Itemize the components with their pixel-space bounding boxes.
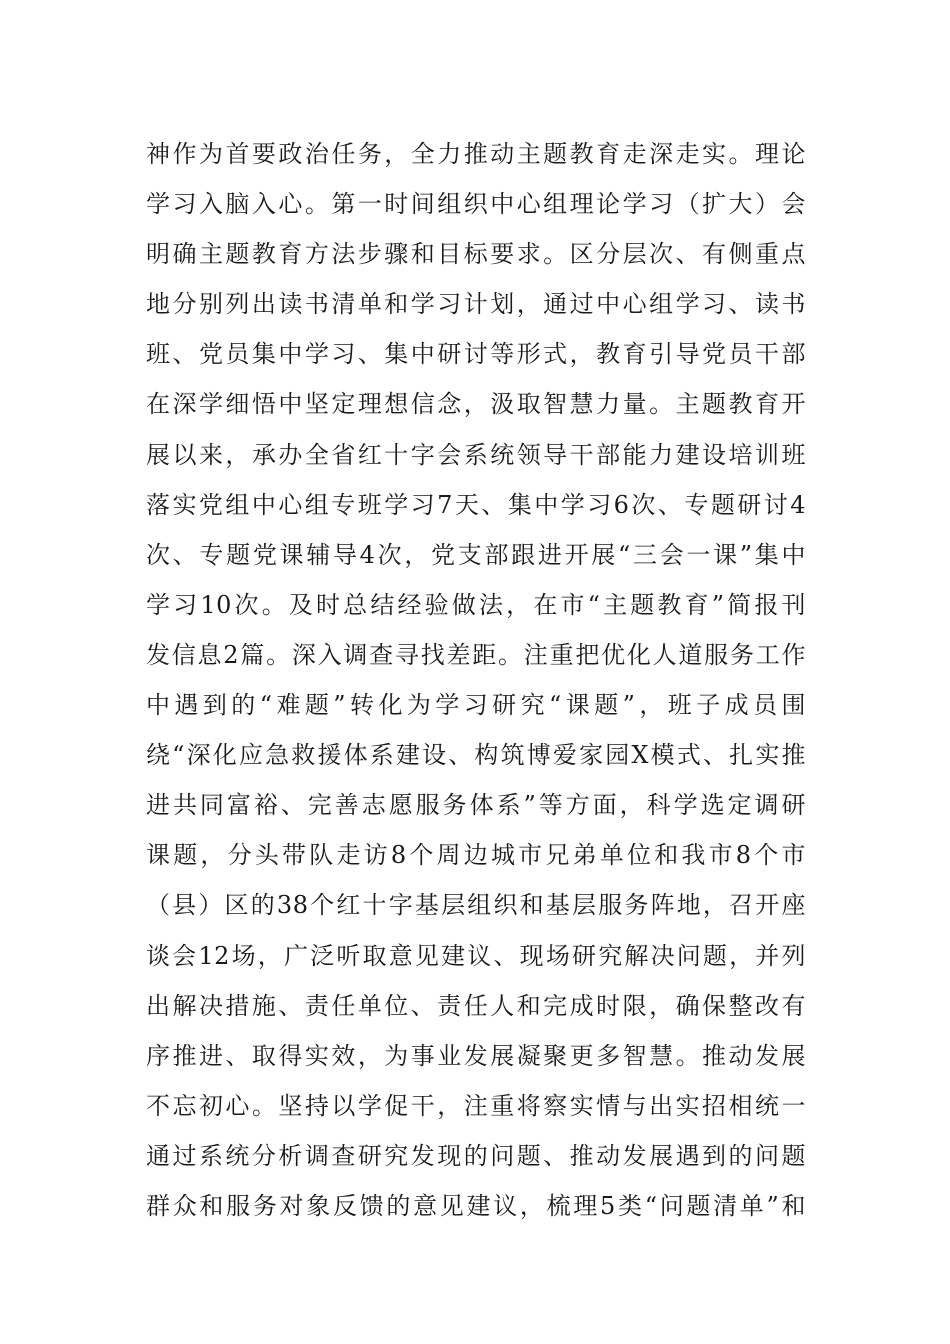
text-line-6: 在深学细悟中坚定理想信念，汲取智慧力量。主题教育开 [146,390,806,419]
text-line-13: 绕“深化应急救援体系建设、构筑博爱家园X模式、扎实推 [146,741,806,770]
text-line-16: （县）区的38个红十字基层组织和基层服务阵地，召开座 [146,891,806,920]
text-line-18: 出解决措施、责任单位、责任人和完成时限，确保整改有 [146,991,806,1020]
text-line-8: 落实党组中心组专班学习7天、集中学习6次、专题研讨4 [146,490,806,519]
text-line-11: 发信息2篇。深入调查寻找差距。注重把优化人道服务工作 [146,640,806,669]
text-line-21: 通过系统分析调查研究发现的问题、推动发展遇到的问题 [146,1141,806,1170]
text-line-9: 次、专题党课辅导4次，党支部跟进开展“三会一课”集中 [146,540,806,569]
text-line-1: 神作为首要政治任务，全力推动主题教育走深走实。理论 [146,140,806,168]
text-line-14: 进共同富裕、完善志愿服务体系”等方面，科学选定调研 [146,791,806,820]
text-line-3: 明确主题教育方法步骤和目标要求。区分层次、有侧重点 [146,240,806,269]
text-line-17: 谈会12场，广泛听取意见建议、现场研究解决问题，并列 [146,941,806,970]
text-line-15: 课题，分头带队走访8个周边城市兄弟单位和我市8个市 [146,841,806,870]
text-line-5: 班、党员集中学习、集中研讨等形式，教育引导党员干部 [146,340,806,369]
text-line-7: 展以来，承办全省红十字会系统领导干部能力建设培训班 [146,440,806,469]
text-line-2: 学习入脑入心。第一时间组织中心组理论学习（扩大）会 [146,190,806,219]
text-line-12: 中遇到的“难题”转化为学习研究“课题”，班子成员围 [146,691,806,720]
text-line-20: 不忘初心。坚持以学促干，注重将察实情与出实招相统一 [146,1091,806,1120]
text-line-10: 学习10次。及时总结经验做法，在市“主题教育”简报刊 [146,590,806,619]
text-line-4: 地分别列出读书清单和学习计划，通过中心组学习、读书 [146,290,806,319]
text-line-22: 群众和服务对象反馈的意见建议，梳理5类“问题清单”和 [146,1191,806,1220]
text-line-19: 序推进、取得实效，为事业发展凝聚更多智慧。推动发展 [146,1041,806,1070]
body-text [146,129,806,1231]
